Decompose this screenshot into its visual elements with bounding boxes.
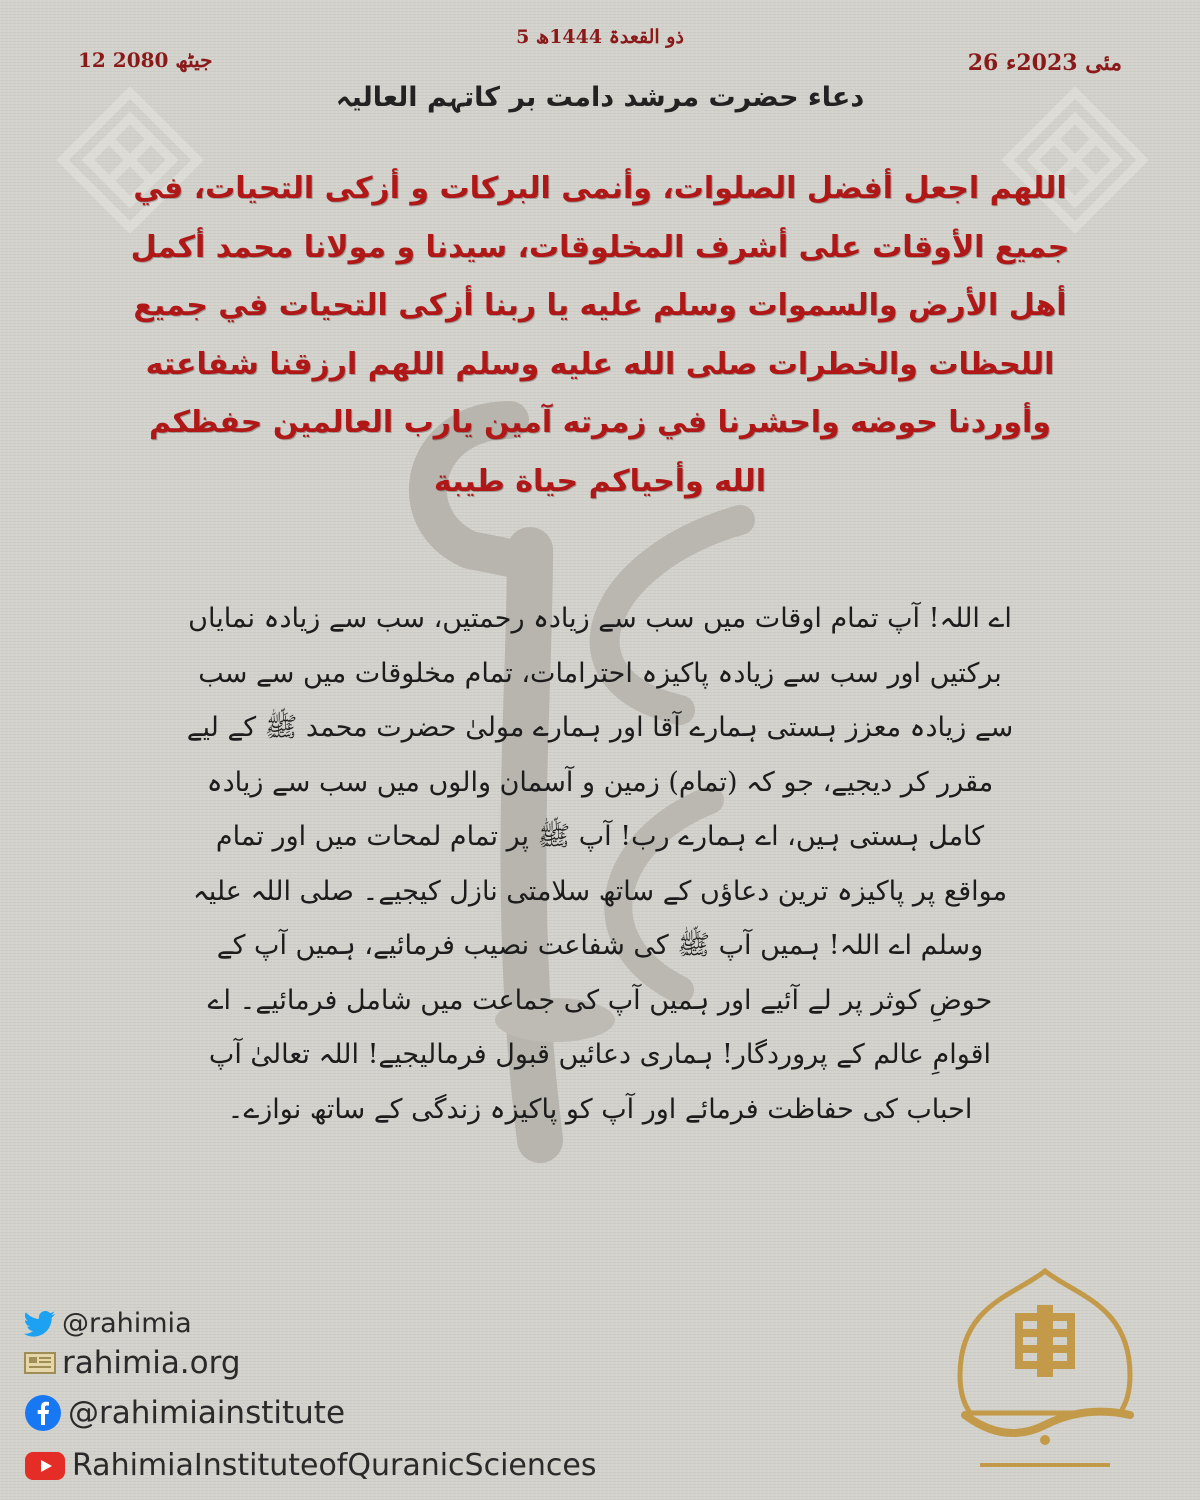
bikram-date: 12 جیٹھ 2080 — [78, 48, 213, 72]
facebook-text: @rahimiainstitute — [68, 1395, 346, 1431]
twitter-handle-text: @rahimia — [62, 1308, 192, 1339]
page-title: دعاء حضرت مرشد دامت بر کاتہم العالیہ — [335, 82, 865, 113]
youtube-icon — [24, 1451, 66, 1481]
twitter-handle[interactable] — [24, 1308, 192, 1339]
youtube-link[interactable] — [24, 1448, 596, 1483]
facebook-link[interactable] — [24, 1394, 345, 1432]
web-icon — [24, 1352, 56, 1374]
rahimia-logo — [925, 1265, 1165, 1485]
youtube-text: RahimiaInstituteofQuranicSciences — [72, 1448, 597, 1483]
twitter-icon — [24, 1310, 56, 1338]
hijri-date: 5 ذو القعدۃ 1444ھ — [516, 26, 684, 48]
website-text: rahimia.org — [62, 1345, 241, 1381]
urdu-translation-text: اے اللہ! آپ تمام اوقات میں سب سے زیادہ رحمتیں، سب سے زیادہ نمایاں برکتیں اور سب سے زیادہ پاکیزہ احترامات، تمام مخلوقات میں سے سب سے زیادہ معزز ہستی ہمارے آقا اور ہمارے مولیٰ حضرت محمد ﷺ کے لیے مقرر کر دیجیے، جو کہ (تمام) زمین و آسمان والوں میں سب سے زیادہ کامل ہستی ہیں، اے ہمارے رب! آپ ﷺ پر تمام لمحات میں اور تمام مواقع پر پاکیزہ ترین دعاؤں کے ساتھ سلامتی نازل کیجیے۔ صلی اللہ علیہ وسلم اے اللہ! ہمیں آپ ﷺ کی شفاعت نصیب فرمائیے، ہمیں آپ کے حوضِ کوثر پر لے آئیے اور ہمیں آپ کی جماعت میں شامل فرمائیے۔ اے اقوامِ عالم کے پروردگار! ہماری دعائیں قبول فرمالیجیے! اللہ تعالیٰ آپ احباب کی حفاظت فرمائے اور آپ کو پاکیزہ زندگی کے ساتھ نوازے۔ — [186, 603, 1014, 1125]
website-link[interactable] — [24, 1345, 241, 1381]
gregorian-date: 26 مئی 2023ء — [967, 50, 1122, 76]
facebook-icon — [24, 1394, 62, 1432]
arabic-dua-text: اللهم اجعل أفضل الصلوات، وأنمى البركات و أزكى التحيات، في جميع الأوقات على أشرف المخلوقات، سيدنا و مولانا محمد أكمل أهل الأرض والسموات وسلم عليه يا ربنا أزكى التحيات في جميع اللحظات والخطرات صلى الله عليه وسلم اللهم ارزقنا شفاعته وأوردنا حوضه واحشرنا في زمرته آمين يارب العالمين حفظكم الله وأحياكم حياة طيبة — [130, 171, 1070, 499]
